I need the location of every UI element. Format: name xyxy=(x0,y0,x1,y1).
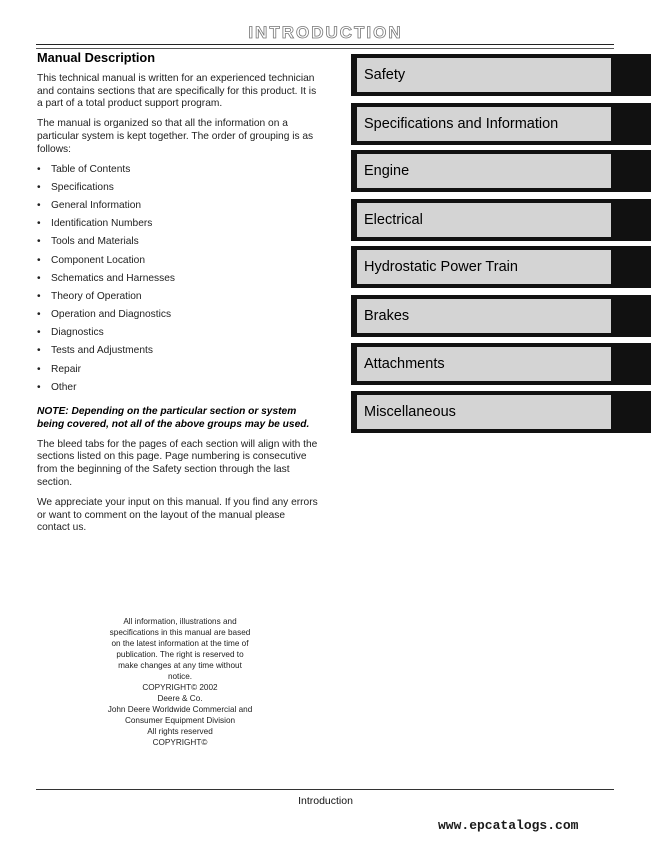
section-tab-face xyxy=(357,395,611,429)
section-tab-face xyxy=(357,347,611,381)
bullet-icon: • xyxy=(37,363,41,375)
section-tab-face xyxy=(357,107,611,141)
footer-section-label: Introduction xyxy=(298,795,353,807)
bullet-icon: • xyxy=(37,327,41,339)
section-tab-label: Brakes xyxy=(364,308,410,324)
copyright-line: All rights reserved xyxy=(147,727,213,736)
section-tab-face xyxy=(357,154,611,188)
copyright-line: specifications in this manual are based xyxy=(109,628,251,637)
bullet-icon: • xyxy=(37,272,41,284)
copyright-line: make changes at any time without xyxy=(118,661,242,670)
list-item-label: General Information xyxy=(51,199,142,211)
list-item-label: Table of Contents xyxy=(51,163,131,175)
copyright-line: Deere & Co. xyxy=(157,694,203,703)
list-item-label: Schematics and Harnesses xyxy=(51,272,176,284)
bullet-icon: • xyxy=(37,254,41,266)
section-tab-engine[interactable] xyxy=(351,150,651,192)
section-tab-face xyxy=(357,203,611,237)
list-item xyxy=(37,345,319,363)
copyright-notice xyxy=(95,616,265,748)
copyright-line: on the latest information at the time of xyxy=(111,639,249,648)
list-item-label: Component Location xyxy=(51,254,146,266)
feedback-paragraph: We appreciate your input on this manual. If you find any errors or want to comment on the layout of the manual please contact us. xyxy=(37,496,318,534)
list-item xyxy=(37,200,319,218)
list-item-label: Theory of Operation xyxy=(51,290,142,302)
list-item xyxy=(37,255,319,273)
list-item-label: Specifications xyxy=(51,181,114,193)
page-title: INTRODUCTION xyxy=(248,23,403,42)
section-tab-specifications[interactable] xyxy=(351,103,651,145)
bullet-icon: • xyxy=(37,181,41,193)
section-tab-label: Engine xyxy=(364,163,410,179)
copyright-line: COPYRIGHT© 2002 xyxy=(142,683,218,692)
section-tab-electrical[interactable] xyxy=(351,199,651,241)
intro-paragraph-2: The manual is organized so that all the information on a particular system is kept together. The order of grouping is as follows: xyxy=(37,118,314,155)
intro-paragraph-1: This technical manual is written for an experienced technician and contains sections that are specifically for this product. It is a part of a total product support program. xyxy=(37,72,317,110)
section-tab-label: Safety xyxy=(364,67,406,83)
header-rule-top xyxy=(36,44,614,45)
copyright-line: COPYRIGHT© xyxy=(152,738,208,747)
section-tab-hydrostatic-power-train[interactable] xyxy=(351,246,651,288)
section-tab-face xyxy=(357,299,611,333)
watermark-url: www.epcatalogs.com xyxy=(438,818,579,833)
section-tab-face xyxy=(357,58,611,92)
manual-description xyxy=(37,52,319,542)
list-item-label: Identification Numbers xyxy=(51,218,153,230)
copyright-line: Consumer Equipment Division xyxy=(124,716,236,725)
list-item xyxy=(37,236,319,254)
section-tab-label: Electrical xyxy=(364,212,423,228)
copyright-line: publication. The right is reserved to xyxy=(116,650,244,659)
list-item-label: Tests and Adjustments xyxy=(51,345,153,357)
section-tab-face xyxy=(357,250,611,284)
copyright-line: notice. xyxy=(167,672,193,681)
bullet-icon: • xyxy=(37,218,41,230)
grouping-list xyxy=(37,164,319,400)
list-item xyxy=(37,164,319,182)
bullet-icon: • xyxy=(37,345,41,357)
list-item xyxy=(37,291,319,309)
bullet-icon: • xyxy=(37,199,41,211)
section-heading: Manual Description xyxy=(37,50,156,65)
bullet-icon: • xyxy=(37,290,41,302)
section-tab-attachments[interactable] xyxy=(351,343,651,385)
bullet-icon: • xyxy=(37,236,41,248)
footer-rule xyxy=(36,789,614,790)
bleed-tabs-paragraph: The bleed tabs for the pages of each section will align with the sections listed on this page. Page numbering is consecutive from the beginning of the Safety section through the last section. xyxy=(37,438,318,488)
section-tab-brakes[interactable] xyxy=(351,295,651,337)
section-tab-label: Hydrostatic Power Train xyxy=(364,259,518,275)
section-tab-safety[interactable] xyxy=(351,54,651,96)
list-item-label: Operation and Diagnostics xyxy=(51,309,172,321)
copyright-line: All information, illustrations and xyxy=(123,617,237,626)
list-item xyxy=(37,182,319,200)
note-text: NOTE: Depending on the particular section or system being covered, not all of the above groups may be used. xyxy=(37,406,310,430)
bullet-icon: • xyxy=(37,381,41,393)
list-item-label: Other xyxy=(51,381,77,393)
list-item xyxy=(37,309,319,327)
section-tab-label: Miscellaneous xyxy=(364,404,456,420)
list-item xyxy=(37,327,319,345)
header-rule-bottom xyxy=(36,48,614,49)
bullet-icon: • xyxy=(37,309,41,321)
section-tab-miscellaneous[interactable] xyxy=(351,391,651,433)
list-item-label: Repair xyxy=(51,363,82,375)
list-item xyxy=(37,218,319,236)
section-tab-label: Specifications and Information xyxy=(364,116,559,132)
list-item-label: Tools and Materials xyxy=(51,236,139,248)
bullet-icon: • xyxy=(37,163,41,175)
copyright-line: John Deere Worldwide Commercial and xyxy=(107,705,253,714)
list-item xyxy=(37,364,319,382)
list-item xyxy=(37,273,319,291)
section-tab-label: Attachments xyxy=(364,356,445,372)
list-item-label: Diagnostics xyxy=(51,327,104,339)
list-item xyxy=(37,382,319,400)
